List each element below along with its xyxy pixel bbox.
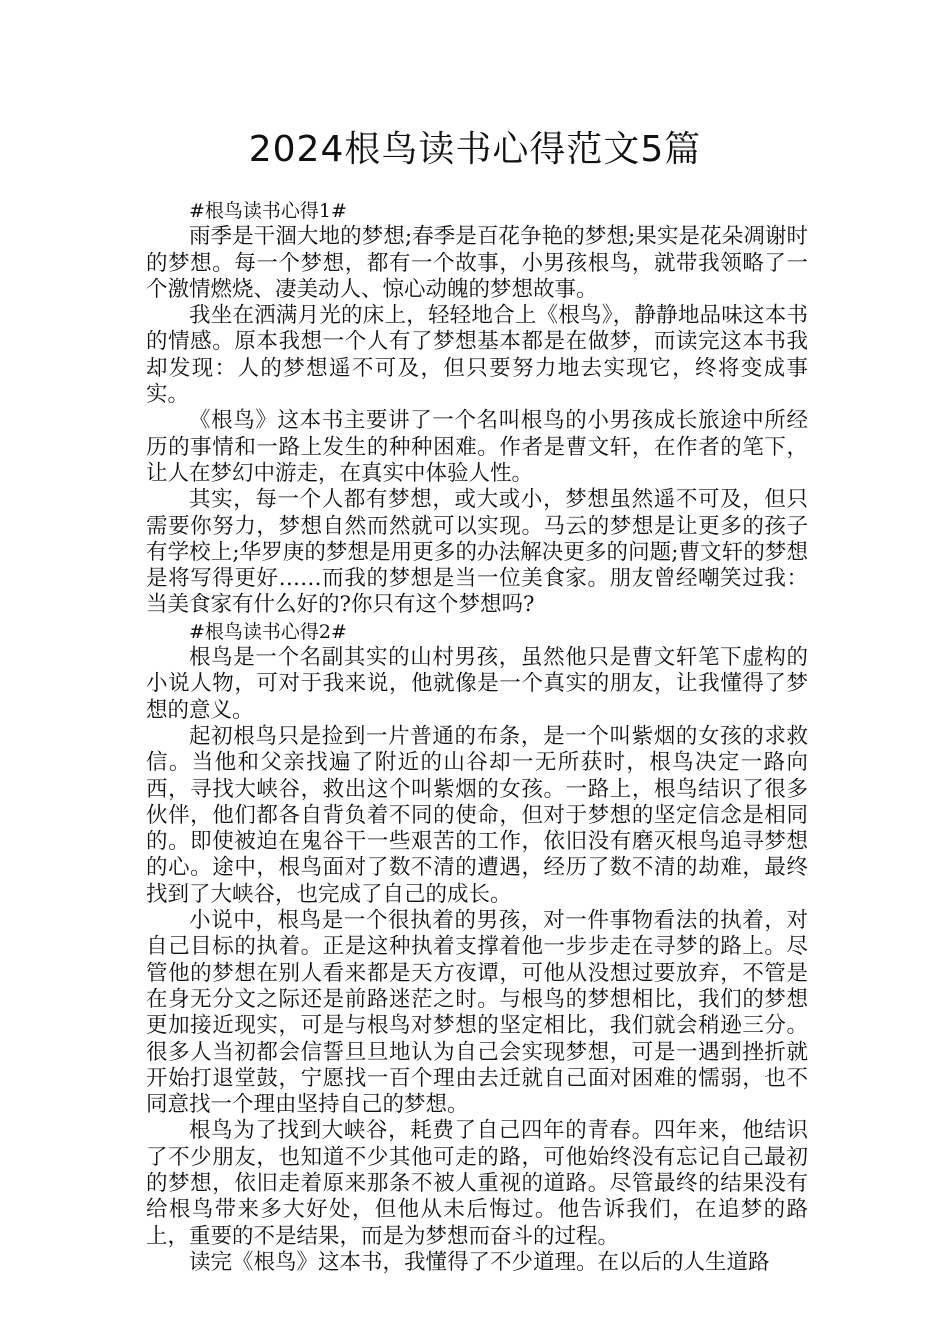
paragraph: 《根鸟》这本书主要讲了一个名叫根鸟的小男孩成长旅途中所经历的事情和一路上发生的种种困难。作者是曹文轩，在作者的笔下，让人在梦幻中游走，在真实中体验人性。 xyxy=(146,408,808,486)
paragraph: 起初根鸟只是捡到一片普通的布条，是一个叫紫烟的女孩的求救信。当他和父亲找遍了附近的山谷却一无所获时，根鸟决定一路向西，寻找大峡谷，救出这个叫紫烟的女孩。一路上，根鸟结识了很多伙伴，他们都各自背负着不同的使命，但对于梦想的坚定信念是相同的。即使被迫在鬼谷干一些艰苦的工作，依旧没有磨灭根鸟追寻梦想的心。途中，根鸟面对了数不清的遭遇，经历了数不清的劫难，最终找到了大峡谷，也完成了自己的成长。 xyxy=(146,723,808,907)
document-body xyxy=(146,198,808,1276)
document-title: 2024根鸟读书心得范文5篇 xyxy=(248,129,702,170)
paragraph: 读完《根鸟》这本书，我懂得了不少道理。在以后的人生道路 xyxy=(189,1249,770,1275)
paragraph: 我坐在洒满月光的床上，轻轻地合上《根鸟》，静静地品味这本书的情感。原本我想一个人有了梦想基本都是在做梦，而读完这本书我却发现：人的梦想遥不可及，但只要努力地去实现它，终将变成事实。 xyxy=(146,303,808,408)
paragraph: 小说中，根鸟是一个很执着的男孩，对一件事物看法的执着，对自己目标的执着。正是这种执着支撑着他一步步走在寻梦的路上。尽管他的梦想在别人看来都是天方夜谭，可他从没想过要放弃，不管是在身无分文之际还是前路迷茫之时。与根鸟的梦想相比，我们的梦想更加接近现实，可是与根鸟对梦想的坚定相比，我们就会稍逊三分。很多人当初都会信誓旦旦地认为自己会实现梦想，可是一遇到挫折就开始打退堂鼓，宁愿找一百个理由去迁就自己面对困难的懦弱，也不同意找一个理由坚持自己的梦想。 xyxy=(146,908,808,1118)
paragraph: 雨季是干涸大地的梦想;春季是百花争艳的梦想;果实是花朵凋谢时的梦想。每一个梦想，都有一个故事，小男孩根鸟，就带我领略了一个激情燃烧、凄美动人、惊心动魄的梦想故事。 xyxy=(146,224,808,302)
paragraph: 其实，每一个人都有梦想，或大或小，梦想虽然遥不可及，但只需要你努力，梦想自然而然就可以实现。马云的梦想是让更多的孩子有学校上;华罗庚的梦想是用更多的办法解决更多的问题;曹文轩的梦想是将写得更好……而我的梦想是当一位美食家。朋友曾经嘲笑过我：当美食家有什么好的?你只有这个梦想吗? xyxy=(146,487,808,618)
paragraph: 根鸟为了找到大峡谷，耗费了自己四年的青春。四年来，他结识了不少朋友，也知道不少其他可走的路，可他始终没有忘记自己最初的梦想，依旧走着原来那条不被人重视的道路。尽管最终的结果没有给根鸟带来多大好处，但他从未后悔过。他告诉我们，在追梦的路上，重要的不是结果，而是为梦想而奋斗的过程。 xyxy=(146,1118,808,1249)
section-heading: #根鸟读书心得1# xyxy=(189,200,347,222)
section-heading: #根鸟读书心得2# xyxy=(189,620,347,643)
paragraph: 根鸟是一个名副其实的山村男孩，虽然他只是曹文轩笔下虚构的小说人物，可对于我来说，他就像是一个真实的朋友，让我懂得了梦想的意义。 xyxy=(146,645,808,723)
